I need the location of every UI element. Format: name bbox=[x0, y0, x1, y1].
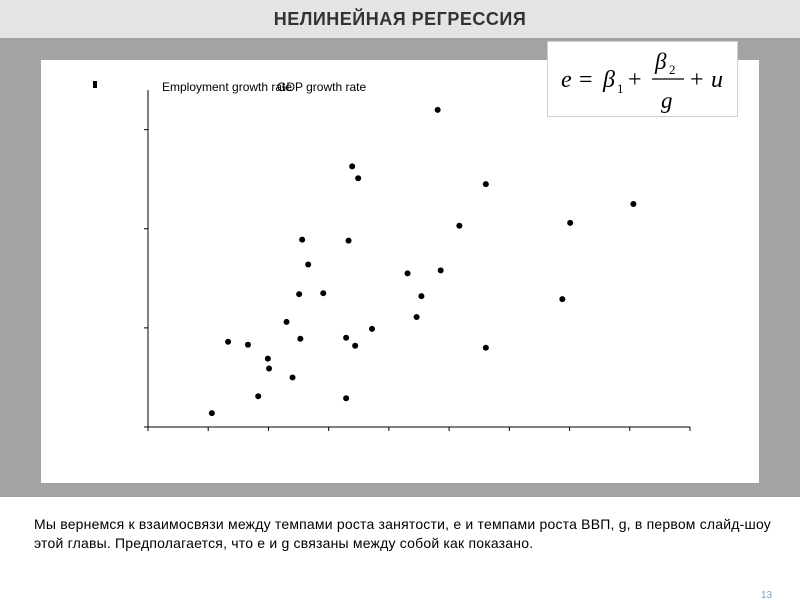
data-point bbox=[355, 175, 361, 181]
data-point bbox=[297, 336, 303, 342]
data-point bbox=[284, 319, 290, 325]
formula-lhs: e bbox=[561, 67, 572, 93]
data-points bbox=[209, 107, 637, 416]
data-point bbox=[343, 395, 349, 401]
data-point bbox=[483, 345, 489, 351]
data-point bbox=[225, 339, 231, 345]
regression-formula bbox=[547, 41, 738, 117]
legend-gdp: GDP growth rate bbox=[277, 80, 367, 94]
legend-employment: Employment growth rate bbox=[162, 80, 293, 94]
formula-beta2: β bbox=[655, 49, 667, 74]
data-point bbox=[346, 238, 352, 244]
data-point bbox=[414, 314, 420, 320]
formula-plus2: + bbox=[690, 67, 704, 93]
formula-beta1-sub: 1 bbox=[617, 81, 624, 96]
legend-marker bbox=[93, 81, 97, 88]
data-point bbox=[405, 270, 411, 276]
data-point bbox=[299, 237, 305, 243]
data-point bbox=[265, 356, 271, 362]
data-point bbox=[435, 107, 441, 113]
data-point bbox=[567, 220, 573, 226]
data-point bbox=[349, 163, 355, 169]
data-point bbox=[296, 291, 302, 297]
data-point bbox=[630, 201, 636, 207]
formula-denominator: g bbox=[661, 88, 673, 113]
data-point bbox=[352, 343, 358, 349]
caption-text: Мы вернемся к взаимосвязи между темпами роста занятости, e и темпами роста ВВП, g, в первом слайд-шоу этой главы. Предполагается, что e и g связаны между собой как показано. bbox=[34, 516, 771, 551]
formula-plus1: + bbox=[628, 67, 642, 93]
slide-title: НЕЛИНЕЙНАЯ РЕГРЕССИЯ bbox=[273, 9, 527, 29]
data-point bbox=[559, 296, 565, 302]
data-point bbox=[418, 293, 424, 299]
data-point bbox=[456, 223, 462, 229]
data-point bbox=[255, 393, 261, 399]
data-point bbox=[438, 267, 444, 273]
formula-u: u bbox=[711, 67, 723, 93]
formula-equals: = bbox=[579, 67, 593, 93]
data-point bbox=[305, 261, 311, 267]
data-point bbox=[209, 410, 215, 416]
formula-beta2-sub: 2 bbox=[669, 62, 676, 77]
data-point bbox=[320, 290, 326, 296]
chart-axes bbox=[144, 90, 690, 431]
data-point bbox=[266, 366, 272, 372]
formula-svg bbox=[548, 42, 739, 118]
formula-beta1: β bbox=[603, 67, 615, 93]
data-point bbox=[369, 326, 375, 332]
data-point bbox=[245, 342, 251, 348]
page-number: 13 bbox=[761, 590, 773, 601]
data-point bbox=[290, 374, 296, 380]
data-point bbox=[343, 335, 349, 341]
data-point bbox=[483, 181, 489, 187]
